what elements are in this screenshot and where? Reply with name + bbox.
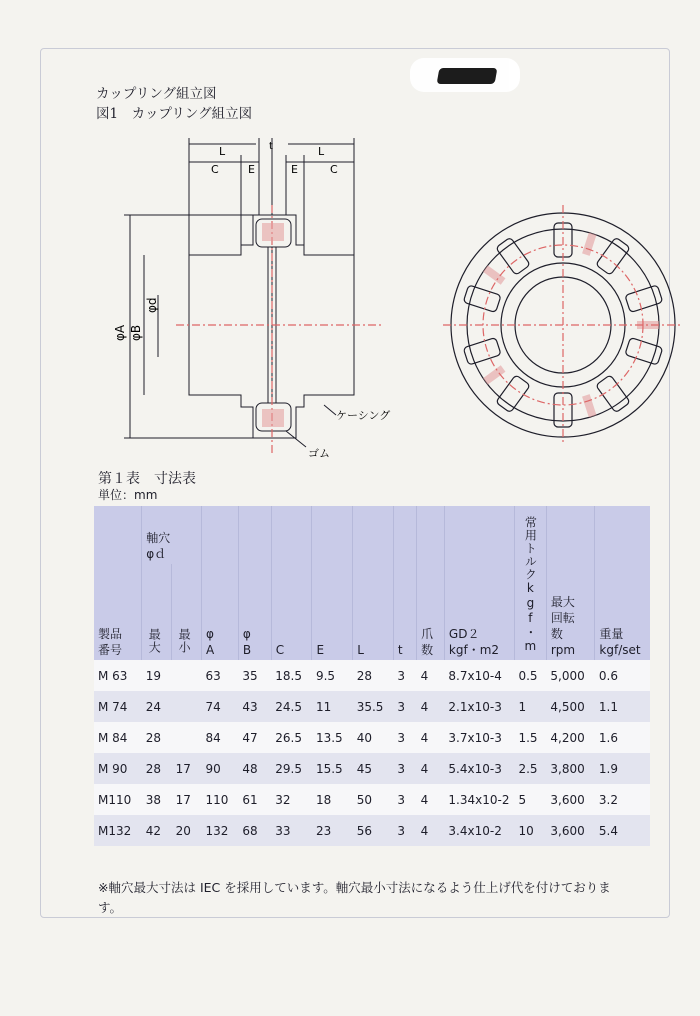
table-cell: 4,200 (546, 722, 595, 753)
table-cell: 61 (238, 784, 271, 815)
table-row (94, 660, 650, 691)
table-cell: 26.5 (271, 722, 312, 753)
table-cell: 17 (172, 784, 202, 815)
table-row (94, 784, 650, 815)
table-cell: 1.34x10-2 (444, 784, 514, 815)
redaction-stamp (410, 58, 520, 92)
table-cell: 1.9 (595, 753, 650, 784)
table-cell: 4 (417, 722, 445, 753)
table-cell: 28 (142, 722, 172, 753)
table-cell: 3.7x10-3 (444, 722, 514, 753)
dim-label-E-right: E (291, 163, 298, 176)
table-cell: 3 (393, 722, 416, 753)
table-cell: 74 (202, 691, 239, 722)
table-cell: 4 (417, 815, 445, 846)
table-cell: 45 (353, 753, 394, 784)
label-rubber: ゴム (308, 447, 330, 460)
table-cell: 35 (238, 660, 271, 691)
dim-label-phid: φd (145, 297, 159, 313)
table-cell: 18.5 (271, 660, 312, 691)
table-unit: 単位：mm (98, 488, 158, 502)
table-cell: 84 (202, 722, 239, 753)
dim-label-L-right: L (318, 145, 325, 158)
table-cell: 48 (238, 753, 271, 784)
table-cell: 0.5 (514, 660, 546, 691)
table-row (94, 815, 650, 846)
table-cell: 28 (142, 753, 172, 784)
figure-caption: 図1 カップリング組立図 (96, 106, 253, 122)
header-bore: 軸穴 φｄ (142, 506, 202, 564)
dimension-table (94, 506, 650, 846)
table-cell: 2.5 (514, 753, 546, 784)
table-cell: 68 (238, 815, 271, 846)
table-body (94, 660, 650, 846)
table-cell: 1.6 (595, 722, 650, 753)
table-cell: 19 (142, 660, 172, 691)
table-cell: 24.5 (271, 691, 312, 722)
table-cell (172, 722, 202, 753)
coupling-section-drawing (96, 135, 416, 460)
table-cell: 15.5 (312, 753, 353, 784)
table-row (94, 722, 650, 753)
header-product-no: 製品 番号 (94, 506, 142, 660)
header-A: φ A (202, 506, 239, 660)
table-cell: 3.2 (595, 784, 650, 815)
table-cell: 1 (514, 691, 546, 722)
table-row (94, 753, 650, 784)
table-cell: 47 (238, 722, 271, 753)
table-cell: 10 (514, 815, 546, 846)
dim-label-C-right: C (330, 163, 338, 176)
table-row (94, 691, 650, 722)
table-cell: 29.5 (271, 753, 312, 784)
dim-label-L-left: L (219, 145, 226, 158)
table-cell: 24 (142, 691, 172, 722)
table-cell: 4 (417, 691, 445, 722)
dim-label-C-left: C (211, 163, 219, 176)
header-E: E (312, 506, 353, 660)
table-cell: 110 (202, 784, 239, 815)
table-cell: 17 (172, 753, 202, 784)
header-claws: 爪 数 (417, 506, 445, 660)
table-cell: 3.4x10-2 (444, 815, 514, 846)
table-cell: 42 (142, 815, 172, 846)
table-cell: 18 (312, 784, 353, 815)
label-casing: ケーシング (336, 409, 391, 422)
header-torque: 常用トルクkgf・m (514, 506, 546, 660)
table-cell: 11 (312, 691, 353, 722)
dim-label-phiA: φA (113, 324, 127, 341)
table-cell (172, 691, 202, 722)
table-cell: 13.5 (312, 722, 353, 753)
table-cell: M110 (94, 784, 142, 815)
table-cell: 56 (353, 815, 394, 846)
table-cell: M 90 (94, 753, 142, 784)
table-cell: M 63 (94, 660, 142, 691)
table-cell: 5.4x10-3 (444, 753, 514, 784)
dim-label-t: t (269, 141, 273, 152)
header-gd2: GD２ kgf・m2 (444, 506, 514, 660)
header-weight: 重量 kgf/set (595, 506, 650, 660)
footnote: ※軸穴最大寸法は IEC を採用しています。軸穴最小寸法になるよう仕上げ代を付けております。 (98, 880, 611, 915)
table-cell: 9.5 (312, 660, 353, 691)
table-cell: 8.7x10-4 (444, 660, 514, 691)
table-cell: 3,600 (546, 815, 595, 846)
table-cell: 1.1 (595, 691, 650, 722)
table-cell: 132 (202, 815, 239, 846)
table-cell: 35.5 (353, 691, 394, 722)
table-cell: 63 (202, 660, 239, 691)
table-cell: 3 (393, 815, 416, 846)
table-cell: 33 (271, 815, 312, 846)
table-cell: 50 (353, 784, 394, 815)
table-cell: 40 (353, 722, 394, 753)
table-cell: 2.1x10-3 (444, 691, 514, 722)
dim-label-phiB: φB (129, 324, 143, 341)
table-cell: M 74 (94, 691, 142, 722)
table-cell: 28 (353, 660, 394, 691)
page-title: カップリング組立図 (96, 86, 217, 102)
header-C: C (271, 506, 312, 660)
table-cell: 32 (271, 784, 312, 815)
table-cell: 3 (393, 660, 416, 691)
header-rpm: 最大 回転 数 rpm (546, 506, 595, 660)
header (96, 84, 252, 124)
table-cell: 43 (238, 691, 271, 722)
table-cell: 4 (417, 660, 445, 691)
coupling-end-view (443, 205, 683, 445)
table-cell: 38 (142, 784, 172, 815)
table-cell (172, 660, 202, 691)
table-cell: 5,000 (546, 660, 595, 691)
table-cell: 4 (417, 784, 445, 815)
header-L: L (353, 506, 394, 660)
table-cell: 90 (202, 753, 239, 784)
dim-label-E-left: E (248, 163, 255, 176)
table-cell: 23 (312, 815, 353, 846)
table-cell: 4,500 (546, 691, 595, 722)
table-title: 第１表 寸法表 (98, 471, 196, 487)
table-cell: 3,800 (546, 753, 595, 784)
table-cell: 20 (172, 815, 202, 846)
header-t: t (393, 506, 416, 660)
table-cell: 3 (393, 691, 416, 722)
table-cell: 3 (393, 753, 416, 784)
table-cell: 5.4 (595, 815, 650, 846)
table-cell: 0.6 (595, 660, 650, 691)
table-cell: 5 (514, 784, 546, 815)
header-bore-min: 最小 (172, 564, 202, 660)
table-cell: 3,600 (546, 784, 595, 815)
table-cell: M132 (94, 815, 142, 846)
header-B: φ B (238, 506, 271, 660)
table-cell: 1.5 (514, 722, 546, 753)
table-cell: 3 (393, 784, 416, 815)
table-cell: M 84 (94, 722, 142, 753)
header-bore-max: 最大 (142, 564, 172, 660)
table-cell: 4 (417, 753, 445, 784)
